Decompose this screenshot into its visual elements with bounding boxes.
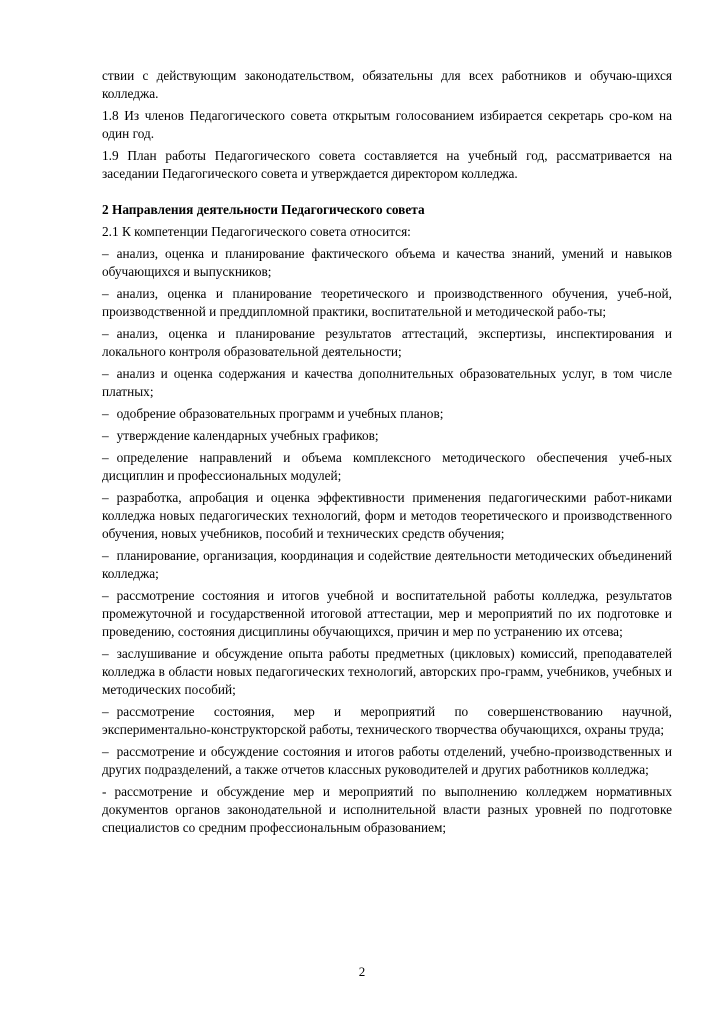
intro-paragraph: 2.1 К компетенции Педагогического совета относится: — [102, 224, 411, 239]
list-item — [102, 285, 672, 321]
paragraph-1-9: 1.9 План работы Педагогического совета составляется на учебный год, рассматривается на заседании Педагогического совета и утверждается директором колледжа. — [102, 148, 672, 181]
page-number: 2 — [358, 964, 366, 979]
section-heading: 2 Направления деятельности Педагогического совета — [102, 202, 425, 217]
list-item-text: рассмотрение состояния и итогов учебной и воспитательной работы колледжа, результатов промежуточной и государственной итоговой аттестации, мер и мероприятий по их подготовке и проведению, состояния дисциплины обучающихся, причин и мер по устранению их отсева; — [102, 588, 672, 639]
list-item-text: анализ, оценка и планирование результатов аттестаций, экспертизы, инспектирования и локального контроля образовательной деятельности; — [102, 326, 672, 359]
list-dash: – — [102, 326, 109, 341]
list-item — [102, 703, 672, 739]
document-page — [102, 67, 672, 841]
list-item-text: одобрение образовательных программ и учебных планов; — [116, 406, 444, 421]
list-item — [102, 783, 672, 837]
list-item — [102, 449, 672, 485]
list-item — [102, 645, 672, 699]
paragraph-1-8: 1.8 Из членов Педагогического совета открытым голосованием избирается секретарь сро-ком на один год. — [102, 108, 672, 141]
list-item-text: анализ, оценка и планирование фактического объема и качества знаний, умений и навыков обучающихся и выпускников; — [102, 246, 672, 279]
paragraph-continuation: ствии с действующим законодательством, обязательны для всех работников и обучаю-щихся колледжа. — [102, 68, 672, 101]
list-item-text: разработка, апробация и оценка эффективности применения педагогическими работ-никами колледжа новых педагогических технологий, форм и методов теоретического и производственного обучения, новых учебников, пособий и технических средств обучения; — [102, 490, 672, 541]
list-item-text: утверждение календарных учебных графиков; — [116, 428, 379, 443]
list-dash: – — [102, 428, 109, 443]
list-item-text: рассмотрение и обсуждение мер и мероприятий по выполнению колледжем нормативных документов органов законодательной и исполнительной власти разных уровней по подготовке специалистов со средним профессиональным образованием; — [102, 784, 672, 835]
list-dash: – — [102, 704, 109, 719]
list-item-text: рассмотрение состояния, мер и мероприятий по совершенствованию научной, экспериментально-конструкторской работы, технического творчества обучающихся, охраны труда; — [102, 704, 672, 737]
list-item-text: анализ, оценка и планирование теоретического и производственного обучения, учеб-ной, производственной и преддипломной практики, воспитательной и методической рабо-ты; — [102, 286, 672, 319]
list-item-text: планирование, организация, координация и содействие деятельности методических объединений колледжа; — [102, 548, 672, 581]
list-dash: – — [102, 406, 109, 421]
list-dash: – — [102, 744, 109, 759]
list-item — [102, 245, 672, 281]
list-dash: – — [102, 450, 109, 465]
list-dash: – — [102, 548, 109, 563]
list-dash: – — [102, 490, 109, 505]
list-dash: – — [102, 246, 109, 261]
list-dash: – — [102, 646, 109, 661]
competence-list — [102, 245, 672, 837]
list-item — [102, 743, 672, 779]
list-item-text: определение направлений и объема комплексного методического обеспечения учеб-ных дисциплин и профессиональных модулей; — [102, 450, 672, 483]
list-item — [102, 489, 672, 543]
list-dash: – — [102, 366, 109, 381]
list-dash: - — [102, 784, 107, 799]
list-item-text: анализ и оценка содержания и качества дополнительных образовательных услуг, в том числе платных; — [102, 366, 672, 399]
list-dash: – — [102, 286, 109, 301]
list-item — [102, 547, 672, 583]
list-item — [102, 427, 672, 445]
list-item — [102, 587, 672, 641]
list-item — [102, 405, 672, 423]
list-item-text: рассмотрение и обсуждение состояния и итогов работы отделений, учебно-производственных и других подразделений, а также отчетов классных руководителей и других работников колледжа; — [102, 744, 672, 777]
list-item — [102, 365, 672, 401]
list-item — [102, 325, 672, 361]
list-dash: – — [102, 588, 109, 603]
list-item-text: заслушивание и обсуждение опыта работы предметных (цикловых) комиссий, преподавателей колледжа в области новых педагогических технологий, авторских про-грамм, учебников, учебных и методических пособий; — [102, 646, 672, 697]
